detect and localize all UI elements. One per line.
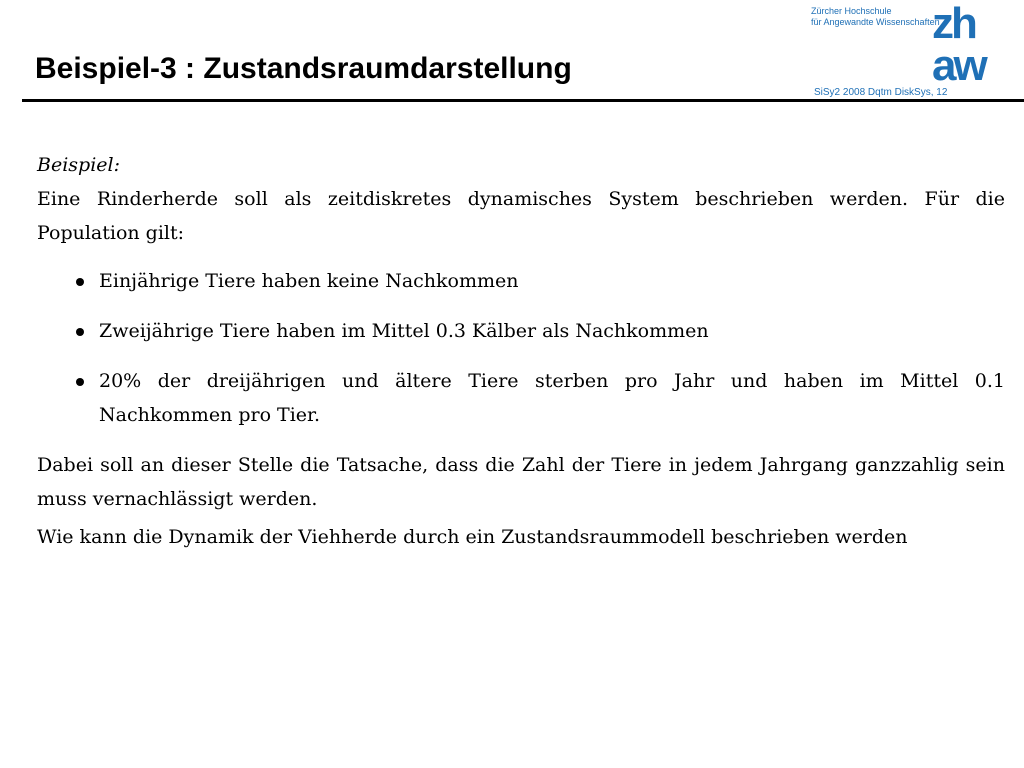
bullet-list — [37, 264, 1005, 432]
bullet-icon — [76, 278, 84, 286]
institution-name-line-1: Zürcher Hochschule — [811, 6, 892, 16]
bullet-text: 20% der dreijährigen und ältere Tiere sterben pro Jahr und haben im Mittel 0.1 Nachkommen pro Tier. — [99, 370, 1005, 426]
bullet-item — [37, 264, 1005, 298]
bullet-icon — [76, 378, 84, 386]
svg-text:zh: zh — [932, 2, 975, 48]
svg-text:aw: aw — [932, 41, 985, 84]
zhaw-logo — [930, 2, 1006, 84]
bullet-icon — [76, 328, 84, 336]
institution-name-line-2: für Angewandte Wissenschaften — [811, 17, 940, 27]
paragraph-question: Wie kann die Dynamik der Viehherde durch ein Zustandsraummodell beschrieben werden — [37, 526, 908, 548]
page-title: Beispiel-3 : Zustandsraumdarstellung — [35, 52, 572, 85]
bullet-item — [37, 314, 1005, 348]
bullet-text: Zweijährige Tiere haben im Mittel 0.3 Kälber als Nachkommen — [99, 320, 709, 342]
intro-label: Beispiel: — [37, 154, 120, 176]
intro-text: Eine Rinderherde soll als zeitdiskretes dynamisches System beschrieben werden. Für die Population gilt: — [37, 188, 1005, 244]
bullet-text: Einjährige Tiere haben keine Nachkommen — [99, 270, 519, 292]
paragraph-assumption: Dabei soll an dieser Stelle die Tatsache, dass die Zahl der Tiere in jedem Jahrgang ganzzahlig sein muss vernachlässigt werden. — [37, 454, 1005, 510]
slide-meta: SiSy2 2008 Dqtm DiskSys, 12 — [814, 87, 948, 98]
title-divider — [22, 99, 1024, 102]
bullet-item — [37, 364, 1005, 432]
institution-name — [811, 6, 940, 28]
slide-content — [37, 148, 1005, 554]
